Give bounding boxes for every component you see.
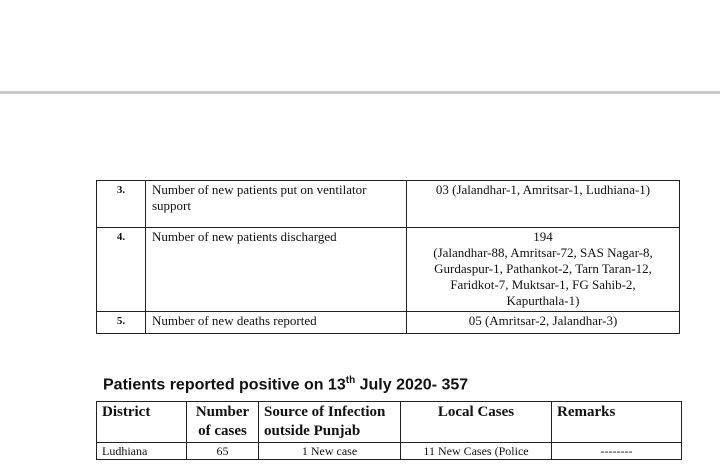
district-table bbox=[96, 401, 682, 460]
table-row bbox=[97, 443, 682, 460]
header-source: Source of Infection outside Punjab bbox=[259, 402, 401, 443]
value-line: Gurdaspur-1, Pathankot-2, Tarn Taran-12, bbox=[434, 261, 652, 276]
summary-table bbox=[96, 180, 680, 334]
top-divider bbox=[0, 91, 720, 94]
row-description: Number of new patients discharged bbox=[146, 228, 407, 312]
table-row bbox=[97, 228, 680, 312]
row-value bbox=[407, 228, 680, 312]
table-row bbox=[97, 312, 680, 334]
header-district: District bbox=[97, 402, 187, 443]
value-line: 05 (Amritsar-2, Jalandhar-3) bbox=[468, 313, 618, 328]
row-value bbox=[407, 312, 680, 334]
row-number: 4. bbox=[97, 228, 146, 312]
row-value bbox=[407, 181, 680, 228]
value-line: 194 bbox=[533, 229, 553, 244]
row-number: 3. bbox=[97, 181, 146, 228]
row-description: Number of new patients put on ventilator support bbox=[146, 181, 407, 228]
title-sup: th bbox=[345, 375, 356, 386]
header-remarks: Remarks bbox=[552, 402, 682, 443]
title-suffix: July 2020- 357 bbox=[355, 376, 469, 394]
row-number: 5. bbox=[97, 312, 146, 334]
value-line: 03 (Jalandhar-1, Amritsar-1, Ludhiana-1) bbox=[435, 182, 651, 197]
header-local: Local Cases bbox=[401, 402, 552, 443]
value-line: (Jalandhar-88, Amritsar-72, SAS Nagar-8, bbox=[433, 245, 653, 260]
cell-remarks: -------- bbox=[552, 443, 682, 460]
cell-source: 1 New case bbox=[259, 443, 401, 460]
cell-local: 11 New Cases (Police bbox=[401, 443, 552, 460]
header-row bbox=[97, 402, 682, 443]
header-cases: Number of cases bbox=[187, 402, 259, 443]
value-line: Kapurthala-1) bbox=[506, 293, 580, 308]
title-prefix: Patients reported positive on 13 bbox=[103, 376, 346, 394]
value-line: Faridkot-7, Muktsar-1, FG Sahib-2, bbox=[450, 277, 636, 292]
table-row bbox=[97, 181, 680, 228]
section-title bbox=[103, 375, 468, 394]
row-description: Number of new deaths reported bbox=[146, 312, 407, 334]
cell-district: Ludhiana bbox=[97, 443, 187, 460]
cell-cases: 65 bbox=[187, 443, 259, 460]
